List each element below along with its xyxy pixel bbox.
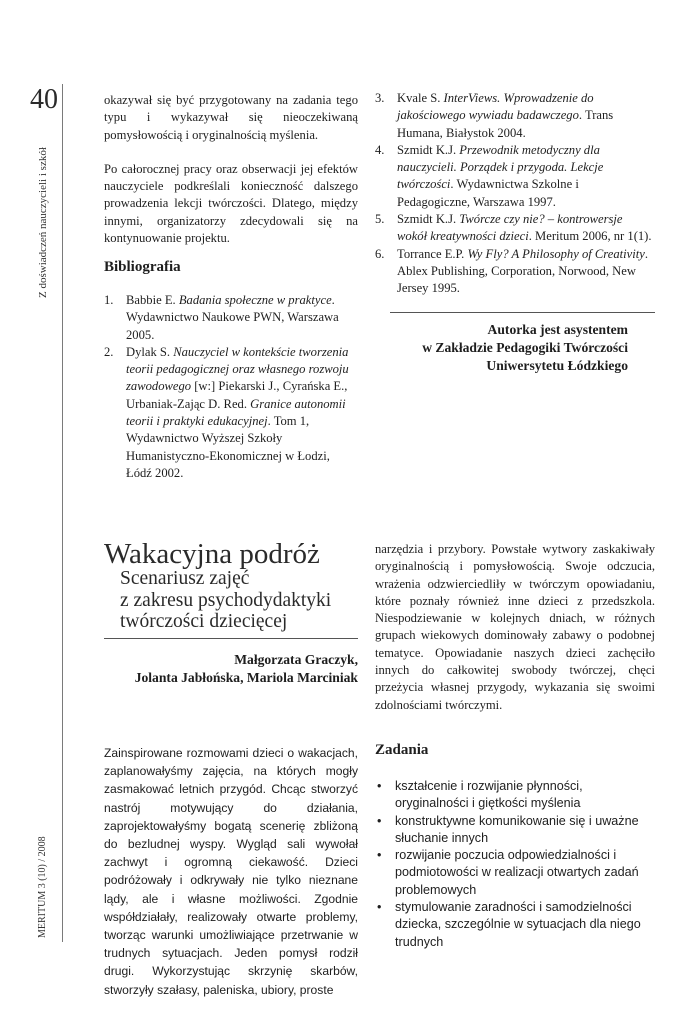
bibliography-list-right [375,90,655,298]
task-item: • stymulowanie zaradności i samodzielności dziecka, szczególnie w sytuacjach dla niego trudnych [377,900,641,949]
article-paragraph-left: Zainspirowane rozmowami dzieci o wakacjach, zaplanowałyśmy zajęcia, na których mogły zasmakować letnich przygód. Chcąc stworzyć nastrój motywujący do działania, zaprojektowałyśmy bogatą scenerię zbliżoną do bezludnej wyspy. Wygląd sali wywołał zachwyt i ogromną ciekawość. Dzieci podróżowały i odkrywały nie tylko nieznane lądy, ale i własne możliwości. Zgodnie współdziałały, realizowały otwarte problemy, tworząc warunki umożliwiające przetrwanie w trudnych sytuacjach. Jeden pomysł rodził drugi. Wykorzystując skrzynię skarbów, stworzyły szałasy, paleniska, ubiory, proste [104,746,358,997]
intro-paragraph: Po całorocznej pracy oraz obserwacji jej efektów nauczyciele podkreślali konieczność dalszego prowadzenia lekcji twórczości. Dlatego, między innymi, organizatorzy zdecydowali się na kontynuowanie projektu. [104,161,358,246]
tasks-list [375,778,653,951]
affiliation-rule [390,312,655,313]
bibliography-item: 3. Kvale S. InterViews. Wprowadzenie do jakościowego wywiadu badawczego. Trans Humana, Białystok 2004. [375,91,614,140]
task-item: • rozwijanie poczucia odpowiedzialności i podmiotowości w realizacji otwartych zadań problemowych [377,848,639,897]
article-authors: Małgorzata Graczyk, Jolanta Jabłońska, Mariola Marciniak [134,652,358,686]
article-title: Wakacyjna podróż [104,538,320,570]
journal-issue-label: MERITUM 3 (10) / 2008 [37,836,48,938]
bibliography-item: 2. Dylak S. Nauczyciel w kontekście tworzenia teorii pedagogicznej oraz własnego rozwoju zawodowego [w:] Piekarski J., Cyrańska E., Urbaniak-Zając D. Red. Granice autonomii teorii i praktyki edukacyjnej. Tom 1, Wydawnictwo Wyższej Szkoły Humanistyczno-Ekonomicznej w Łodzi, Łódź 2002. [104,344,349,480]
task-item: • konstruktywne komunikowanie się i uważne słuchanie innych [377,813,639,845]
bibliography-item: 1. Babbie E. Badania społeczne w praktyce. Wydawnictwo Naukowe PWN, Warszawa 2005. [104,293,339,342]
tasks-heading: Zadania [375,742,429,758]
margin-rule [62,84,63,942]
task-item: • kształcenie i rozwijanie płynności, oryginalności i giętkości myślenia [377,779,583,811]
intro-text [104,92,358,247]
article-subtitle: Scenariusz zajęć z zakresu psychodydaktyki twórczości dziecięcej [120,568,332,632]
bibliography-item: 4. Szmidt K.J. Przewodnik metodyczny dla nauczycieli. Porządek i przygoda. Lekcje twórczości. Wydawnictwa Szkolne i Pedagogiczne, Warszawa 1997. [375,142,604,209]
author-affiliation: Autorka jest asystentem w Zakładzie Pedagogiki Twórczości Uniwersytetu Łódzkiego [422,322,628,373]
bibliography-item: 5. Szmidt K.J. Twórcze czy nie? – kontrowersje wokół kreatywności dzieci. Meritum 2006, nr 1(1). [375,212,652,244]
bibliography-list-left [104,292,358,482]
bibliography-heading: Bibliografia [104,259,181,275]
title-rule [104,638,358,639]
article-paragraph-right: narzędzia i przybory. Powstałe wytwory zaskakiwały oryginalnością i pomysłowością. Swoje odczucia, wrażenia odzwierciedliły w twórczym opowiadaniu, które poznały również inne dzieci z przedszkola. Niespodziewanie w kolejnych dniach, w różnych grupach wiekowych dominowały zabawy o podobnej tematyce. Opowiadanie naszych dzieci zachęciło innych do całkowitej swobody twórczej, chęci przeżycia własnej przygody, wykazania się swoimi zdolnościami twórczymi. [375,542,655,712]
bibliography-item: 6. Torrance E.P. Wy Fly? A Philosophy of Creativity. Ablex Publishing, Corporation, Norwood, New Jersey 1995. [375,246,648,296]
intro-paragraph: okazywał się być przygotowany na zadania tego typu i wykazywał się nieoczekiwaną pomysłowością i oryginalnością myślenia. [104,93,358,142]
page-number: 40 [30,84,58,115]
running-section-title: Z doświadczeń nauczycieli i szkół [37,147,49,298]
